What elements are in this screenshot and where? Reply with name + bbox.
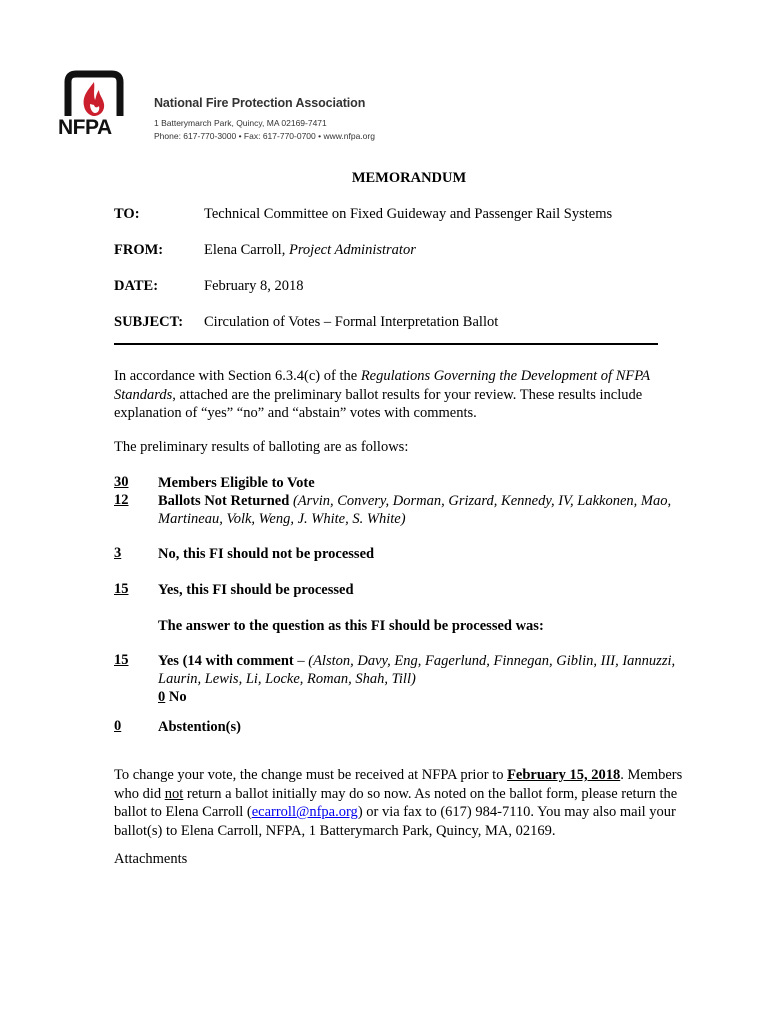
abstain-label: Abstention(s) — [158, 719, 241, 735]
preliminary-results-heading: The preliminary results of balloting are as follows: — [114, 439, 409, 455]
subject-label: SUBJECT: — [114, 314, 184, 330]
eligible-label: Members Eligible to Vote — [158, 475, 315, 491]
answer-yes-names: – (Alston, Davy, Eng, Fagerlund, Finnegan, Giblin, III, Iannuzzi, Laurin, Lewis, Li, Locke, Roman, Shah, Till) — [158, 653, 676, 687]
attachments-label: Attachments — [114, 851, 188, 867]
from-value — [204, 242, 416, 259]
intro-text-1: In accordance with Section 6.3.4(c) of the — [114, 368, 361, 384]
yes-count: 15 — [114, 581, 129, 597]
date-label: DATE: — [114, 278, 159, 294]
not-returned-item — [158, 492, 718, 528]
regulations-title: Regulations Governing the Development of NFPA Standards — [114, 368, 650, 403]
not-emphasis: not — [164, 785, 184, 802]
from-name: Elena Carroll, — [204, 242, 289, 258]
answer-yes-count: 15 — [114, 652, 129, 668]
not-returned-count: 12 — [114, 492, 129, 508]
closing-text-4: ) or via fax to (617) 984-7110. You may also mail your ballot(s) to Elena Carroll, NFPA, 1 Batterymarch Park, Quincy, MA, 02169. — [114, 804, 676, 839]
closing-text-3: return a ballot initially may do so now. As noted on the ballot form, please return the ballot to Elena Carroll ( — [114, 785, 678, 820]
closing-paragraph — [114, 766, 704, 840]
from-title: Project Administrator — [288, 242, 416, 258]
organization-contact: Phone: 617-770-3000 • Fax: 617-770-0700 • www.nfpa.org — [154, 131, 375, 141]
answer-yes-comment: 14 with comment — [187, 653, 294, 669]
to-value: Technical Committee on Fixed Guideway and Passenger Rail Systems — [204, 206, 613, 222]
no-label: No, this FI should not be processed — [158, 546, 375, 562]
answer-yes-item — [158, 652, 718, 706]
answer-no-count: 0 — [158, 689, 166, 705]
nfpa-logo — [60, 68, 128, 140]
answer-no-label: No — [165, 689, 187, 705]
email-link[interactable]: ecarroll@nfpa.org — [251, 804, 358, 820]
organization-name: National Fire Protection Association — [154, 96, 366, 110]
not-returned-label: Ballots Not Returned — [158, 493, 290, 509]
closing-text-2: . Members who did — [114, 767, 683, 802]
yes-label: Yes, this FI should be processed — [158, 582, 354, 598]
eligible-count: 30 — [114, 474, 129, 490]
closing-text-1: To change your vote, the change must be received at NFPA prior to — [114, 767, 508, 783]
intro-text-2: , attached are the preliminary ballot results for your review. These results include explanation of “yes” “no” and “abstain” votes with comments. — [114, 386, 643, 421]
question-heading: The answer to the question as this FI should be processed was: — [158, 618, 544, 634]
abstain-count: 0 — [114, 718, 122, 734]
date-value: February 8, 2018 — [204, 278, 304, 294]
intro-paragraph — [114, 367, 704, 423]
logo-wordmark: NFPA — [58, 116, 112, 139]
memo-title: MEMORANDUM — [351, 170, 467, 186]
organization-address: 1 Batterymarch Park, Quincy, MA 02169-7471 — [154, 118, 327, 128]
header-divider — [114, 343, 658, 345]
to-label: TO: — [114, 206, 140, 222]
subject-value: Circulation of Votes – Formal Interpretation Ballot — [204, 314, 499, 330]
answer-yes-label: Yes ( — [158, 653, 188, 669]
from-label: FROM: — [114, 242, 164, 258]
no-count: 3 — [114, 545, 122, 561]
deadline-date: February 15, 2018 — [507, 767, 621, 783]
not-returned-names: (Arvin, Convery, Dorman, Grizard, Kennedy, IV, Lakkonen, Mao, Martineau, Volk, Weng, J. White, S. White) — [158, 493, 672, 527]
